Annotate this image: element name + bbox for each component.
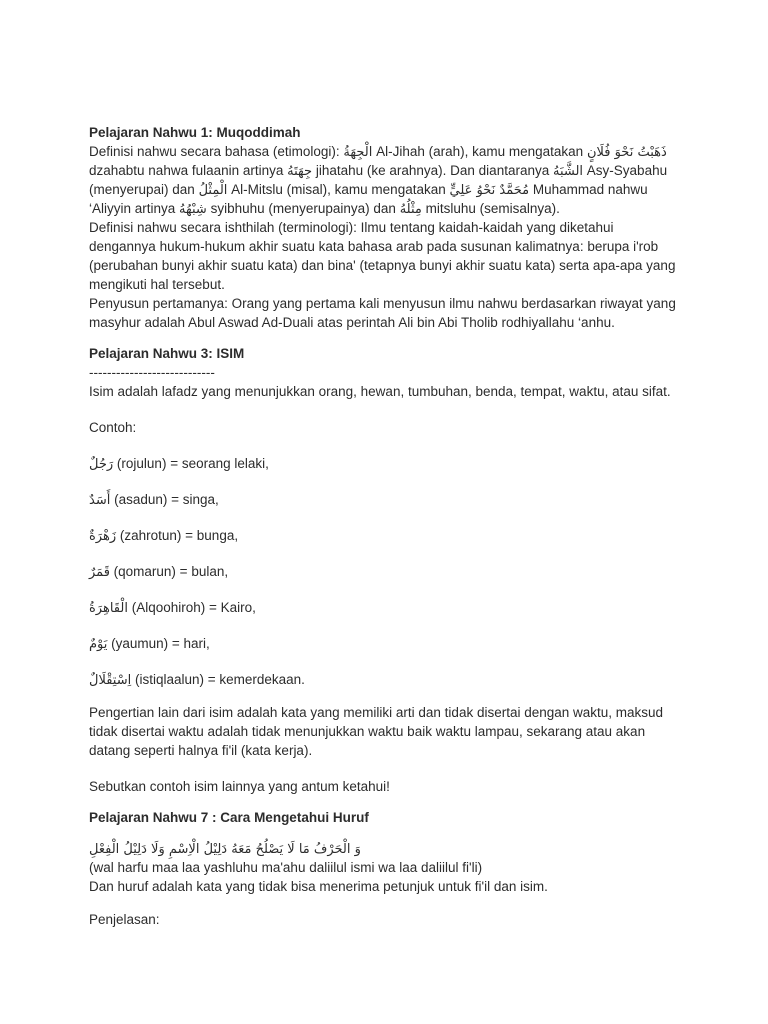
arabic-text: رَجُلٌ [89, 457, 114, 472]
text-run: Definisi nahwu secara bahasa (etimologi): [89, 144, 344, 159]
arabic-text: الْمِثْلُ [198, 183, 228, 198]
document-content [89, 123, 681, 929]
arabic-text: اِسْتِقْلَالٌ [89, 673, 132, 688]
arabic-text: قَمَرٌ [89, 565, 110, 580]
text-run: syibhuhu (menyerupainya) dan [206, 201, 400, 216]
lesson-1-heading [89, 123, 681, 142]
text-run: Isim adalah lafadz yang menunjukkan orang, hewan, tumbuhan, benda, tempat, waktu, atau sifat. [89, 384, 671, 399]
text-run: (istiqlaalun) = kemerdekaan. [131, 672, 305, 687]
text-run: (rojulun) = seorang lelaki, [113, 456, 269, 471]
example-rojulun [89, 454, 681, 473]
arabic-text: الْجِهَةُ [343, 145, 373, 160]
lesson-1-definisi-terminologi [89, 218, 681, 294]
arabic-text: شِبْهُهُ [179, 202, 207, 217]
isim-pengertian-lain [89, 703, 681, 760]
isim-definition [89, 382, 681, 401]
lesson-7-heading [89, 808, 681, 827]
text-run: dzahabtu nahwa fulaanin artinya [89, 163, 288, 178]
text-run: Penjelasan: [89, 912, 160, 927]
text-run: Pelajaran Nahwu 7 : Cara Mengetahui Huruf [89, 810, 369, 825]
huruf-arabic-line [89, 839, 681, 858]
dashed-divider [89, 363, 681, 382]
sebutkan-prompt [89, 777, 681, 796]
arabic-text: أَسَدٌ [89, 493, 111, 508]
text-run: Pelajaran Nahwu 1: Muqoddimah [89, 125, 301, 140]
example-asadun [89, 490, 681, 509]
text-run: Pengertian lain dari isim adalah kata yang memiliki arti dan tidak disertai dengan waktu, maksud tidak disertai waktu adalah tidak menunjukkan waktu baik waktu lampau, sekarang atau akan datang seperti halnya fi'il (kata kerja). [89, 705, 664, 758]
example-yaumun [89, 634, 681, 653]
text-run: ---------------------------- [89, 365, 215, 380]
contoh-label [89, 418, 681, 437]
text-run: Al-Mitslu (misal), kamu mengatakan [227, 182, 450, 197]
text-run: Definisi nahwu secara ishthilah (terminologi): Ilmu tentang kaidah-kaidah yang diketahui dengannya hukum-hukum akhir suatu kata bahasa arab pada susunan kalimatnya: berupa i'rob (perubahan bunyi akhir suatu kata) dan bina' (tetapnya bunyi akhir suatu kata) serta apa-apa yang mengikuti hal tersebut. [89, 220, 676, 292]
huruf-translation [89, 877, 681, 896]
arabic-text: يَوْمٌ [89, 637, 108, 652]
text-run: Al-Jihah (arah), kamu mengatakan [372, 144, 587, 159]
lesson-3-heading [89, 344, 681, 363]
penjelasan-label [89, 910, 681, 929]
huruf-transliteration [89, 858, 681, 877]
example-qomarun [89, 562, 681, 581]
arabic-text: جِهَتَهُ [287, 164, 313, 179]
text-run: (wal harfu maa laa yashluhu ma'ahu daliilul ismi wa laa daliilul fi'li) [89, 860, 483, 875]
text-run: Sebutkan contoh isim lainnya yang antum ketahui! [89, 779, 390, 794]
arabic-text: مِثْلُهُ [399, 202, 422, 217]
example-istiqlaalun [89, 670, 681, 689]
text-run: Dan huruf adalah kata yang tidak bisa menerima petunjuk untuk fi'il dan isim. [89, 879, 548, 894]
text-run: Asy-Syabahu (menyerupai) dan [89, 163, 668, 197]
text-run: Pelajaran Nahwu 3: ISIM [89, 346, 245, 361]
example-zahrotun [89, 526, 681, 545]
arabic-text: ذَهَبْتُ نَحْوَ فُلَانٍ [586, 145, 667, 160]
text-run: Contoh: [89, 420, 137, 435]
arabic-text: وَ الْحَرْفُ مَا لَا يَصْلُحُ مَعَهُ دَلِيْلُ الْاِسْمِ وَلَا دَلِيْلُ الْفِعْلِ [89, 842, 361, 857]
text-run: jihatahu (ke arahnya). Dan diantaranya [312, 163, 553, 178]
arabic-text: الشَّبَهُ [552, 164, 584, 179]
arabic-text: الْقَاهِرَةُ [89, 601, 128, 616]
lesson-1-penyusun [89, 294, 681, 332]
text-run: (yaumun) = hari, [107, 636, 210, 651]
text-run: mitsluhu (semisalnya). [421, 201, 560, 216]
text-run: Penyusun pertamanya: Orang yang pertama kali menyusun ilmu nahwu berdasarkan riwayat yang masyhur adalah Abul Aswad Ad-Duali atas perintah Ali bin Abi Tholib rodhiyallahu ‘anhu. [89, 296, 676, 330]
arabic-text: مُحَمَّدٌ نَحْوُ عَلِيٍّ [449, 183, 530, 198]
text-run: (zahrotun) = bunga, [116, 528, 239, 543]
text-run: (asadun) = singa, [110, 492, 219, 507]
text-run: (Alqoohiroh) = Kairo, [127, 600, 256, 615]
arabic-text: زَهْرَةٌ [89, 529, 117, 544]
lesson-1-definisi-etimologi [89, 142, 681, 218]
text-run: Muhammad nahwu ‘Aliyyin artinya [89, 182, 648, 216]
example-alqoohiroh [89, 598, 681, 617]
text-run: (qomarun) = bulan, [109, 564, 229, 579]
